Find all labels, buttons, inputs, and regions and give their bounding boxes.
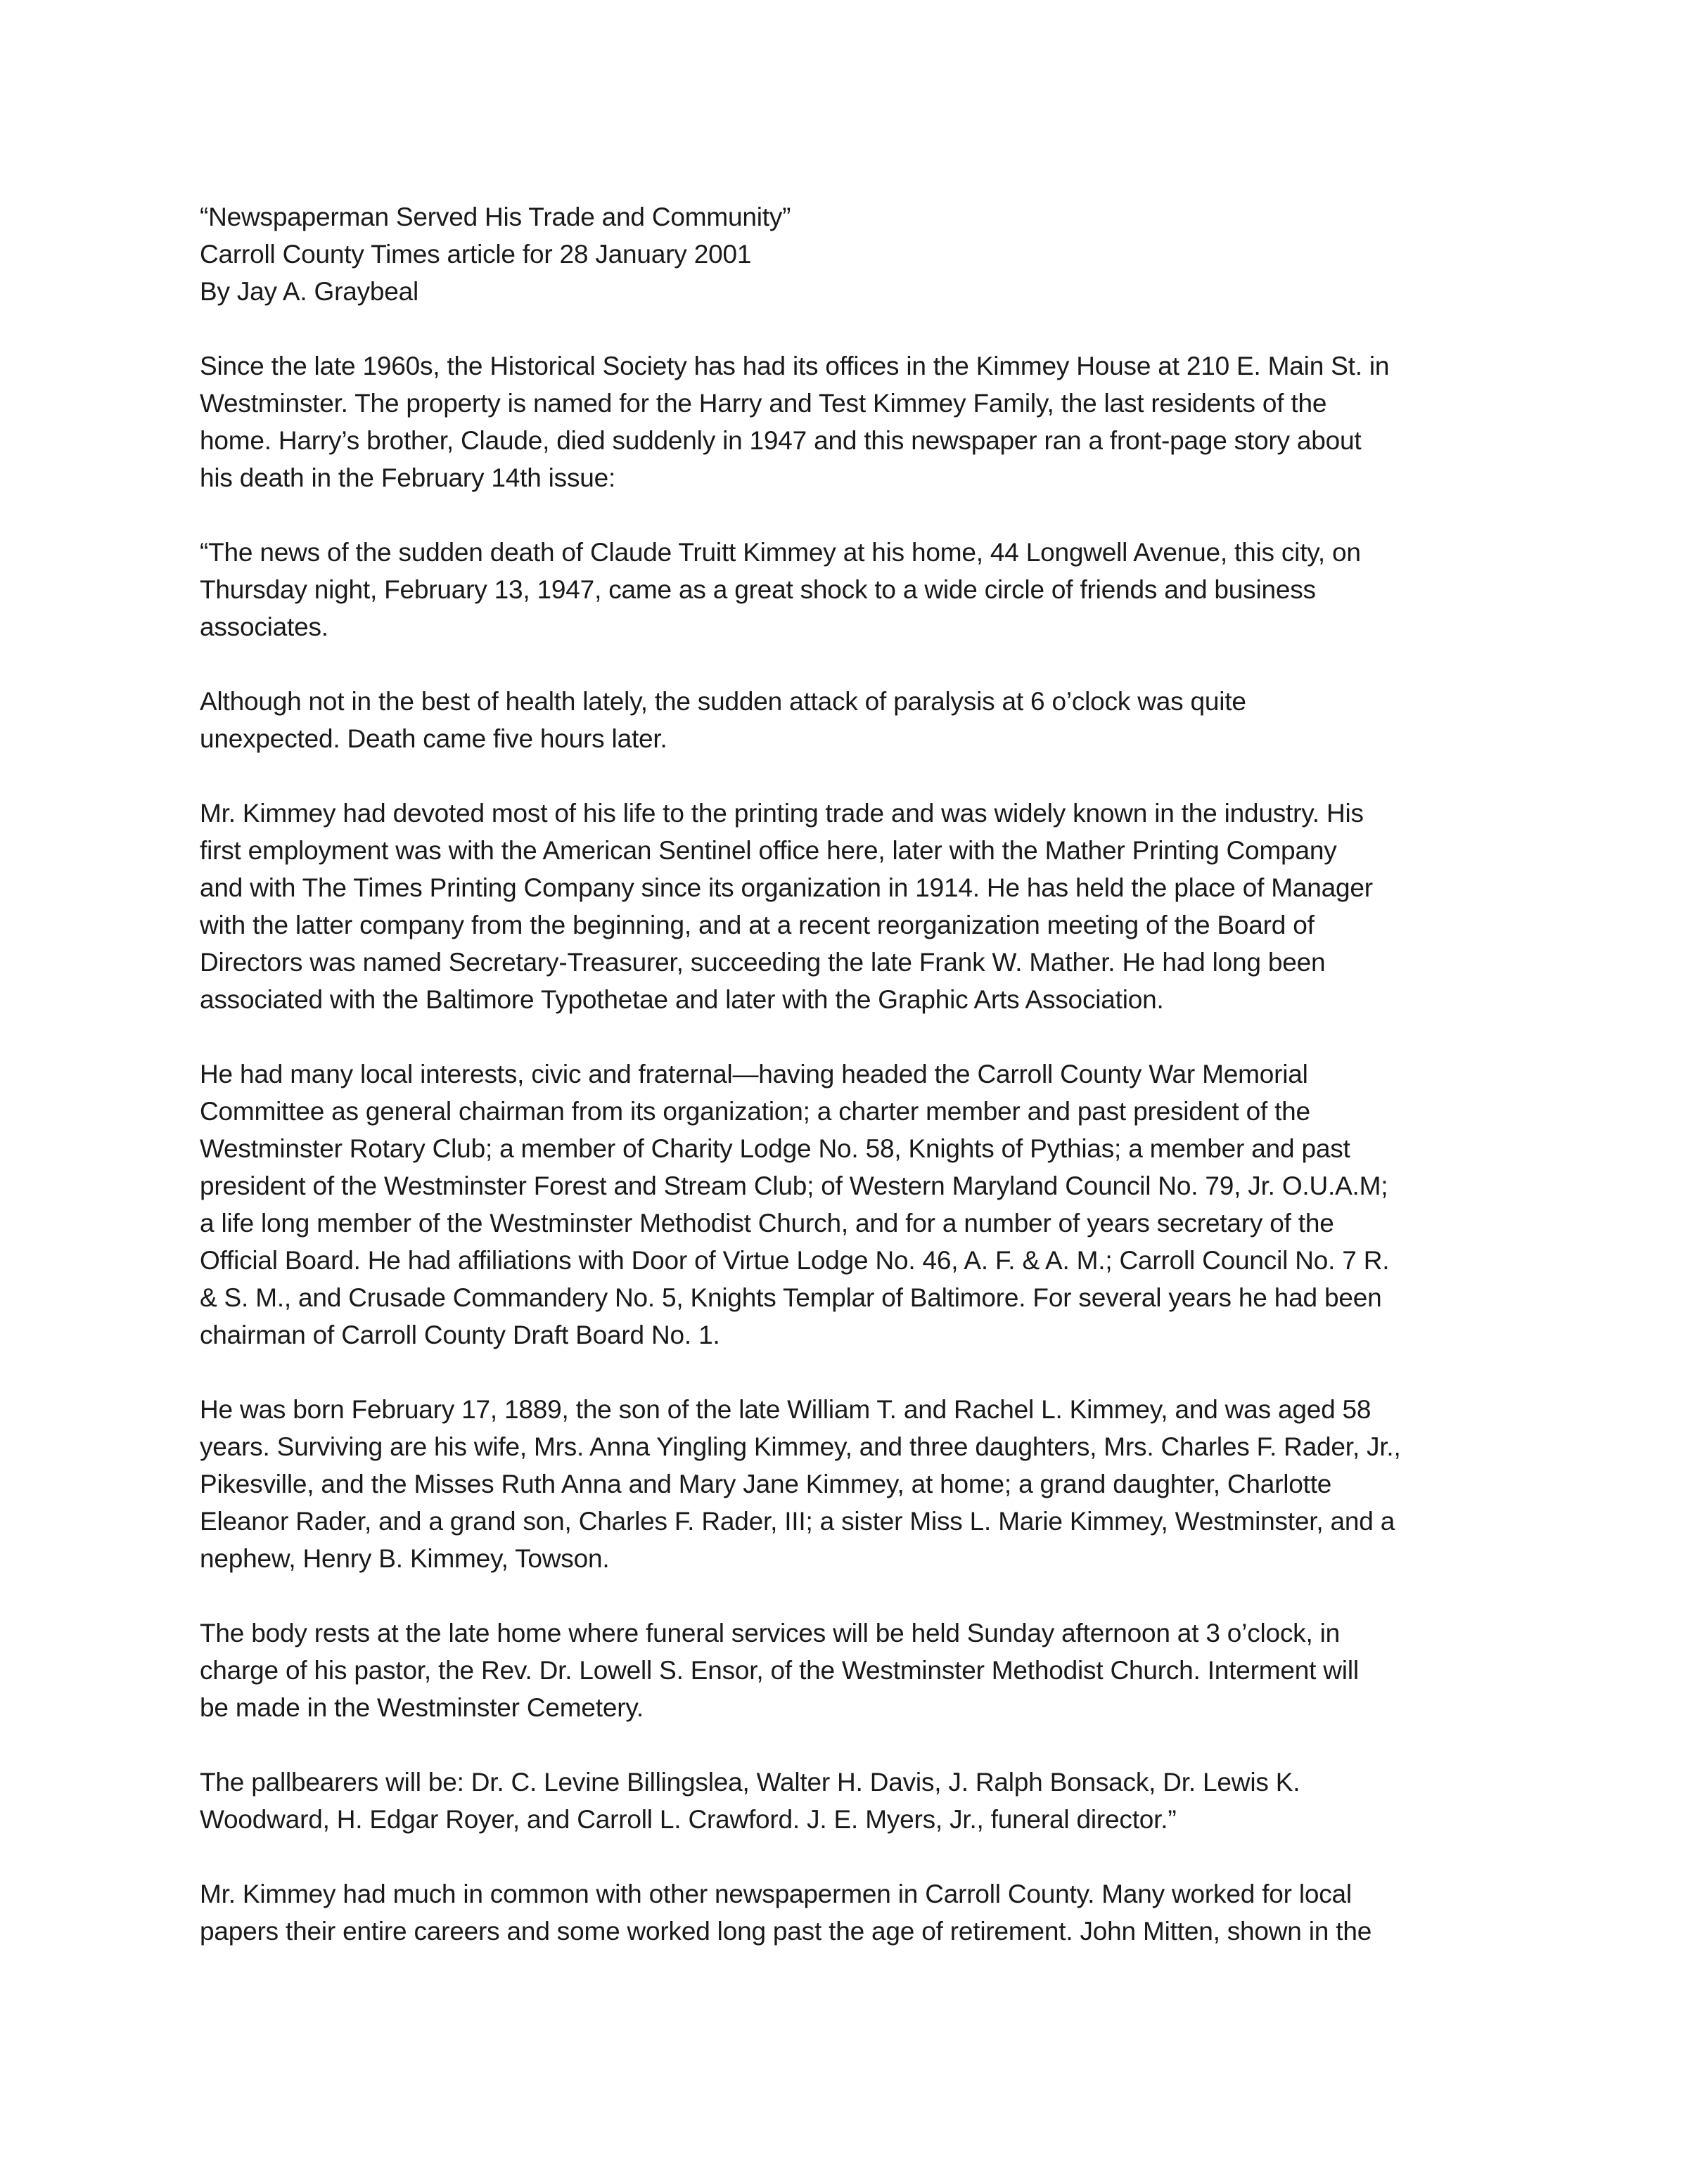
article-byline: By Jay A. Graybeal [200,277,419,306]
paragraph [200,1055,1515,1354]
paragraph [200,1391,1515,1577]
paragraph-line: a life long member of the Westminster Methodist Church, and for a number of years secretary of the [200,1209,1334,1238]
paragraph-line: Although not in the best of health lately, the sudden attack of paralysis at 6 o’clock was quite [200,687,1246,716]
paragraph-line: The pallbearers will be: Dr. C. Levine Billingslea, Walter H. Davis, J. Ralph Bonsack, Dr. Lewis K. [200,1768,1300,1797]
article-title: “Newspaperman Served His Trade and Community” [200,203,791,231]
paragraph-line: associated with the Baltimore Typothetae and later with the Graphic Arts Association. [200,985,1164,1014]
article-body [200,198,1515,1950]
paragraph-line: associates. [200,612,328,641]
article-source: Carroll County Times article for 28 January 2001 [200,240,752,269]
paragraph-line: He was born February 17, 1889, the son of the late William T. and Rachel L. Kimmey, and was aged 58 [200,1395,1372,1424]
paragraph-line: Westminster. The property is named for the Harry and Test Kimmey Family, the last residents of the [200,389,1327,418]
paragraph-line: home. Harry’s brother, Claude, died suddenly in 1947 and this newspaper ran a front-page story about [200,426,1362,455]
paragraph-line: & S. M., and Crusade Commandery No. 5, Knights Templar of Baltimore. For several years he had been [200,1283,1382,1312]
paragraph-line: papers their entire careers and some worked long past the age of retirement. John Mitten, shown in the [200,1917,1372,1946]
paragraph-line: and with The Times Printing Company since its organization in 1914. He has held the place of Manager [200,873,1373,902]
article-paragraphs [200,347,1515,1950]
paragraph [200,795,1515,1018]
paragraph-line: charge of his pastor, the Rev. Dr. Lowell S. Ensor, of the Westminster Methodist Church. Interment will [200,1656,1359,1685]
paragraph-line: Westminster Rotary Club; a member of Charity Lodge No. 58, Knights of Pythias; a member and past [200,1134,1350,1163]
paragraph-line: Directors was named Secretary-Treasurer, succeeding the late Frank W. Mather. He had long been [200,948,1326,977]
paragraph-line: president of the Westminster Forest and Stream Club; of Western Maryland Council No. 79, Jr. O.U.A.M; [200,1171,1388,1200]
paragraph-line: Mr. Kimmey had devoted most of his life to the printing trade and was widely known in the industry. His [200,799,1364,828]
paragraph-line: Eleanor Rader, and a grand son, Charles F. Rader, III; a sister Miss L. Marie Kimmey, Westminster, and a [200,1507,1395,1536]
paragraph-line: The body rests at the late home where funeral services will be held Sunday afternoon at 3 o’clock, in [200,1619,1341,1647]
paragraph-line: Woodward, H. Edgar Royer, and Carroll L. Crawford. J. E. Myers, Jr., funeral director.” [200,1805,1177,1834]
paragraph-line: Official Board. He had affiliations with Door of Virtue Lodge No. 46, A. F. & A. M.; Carroll Council No. 7 R. [200,1246,1390,1275]
paragraph-line: Mr. Kimmey had much in common with other newspapermen in Carroll County. Many worked for local [200,1880,1352,1908]
paragraph-line: Pikesville, and the Misses Ruth Anna and Mary Jane Kimmey, at home; a grand daughter, Charlotte [200,1470,1332,1498]
paragraph-line: be made in the Westminster Cemetery. [200,1693,644,1722]
paragraph [200,1614,1515,1726]
paragraph [200,347,1515,496]
paragraph-line: chairman of Carroll County Draft Board No. 1. [200,1321,720,1349]
paragraph-line: Since the late 1960s, the Historical Society has had its offices in the Kimmey House at 210 E. Main St. in [200,352,1390,380]
paragraph [200,1764,1515,1838]
paragraph-line: first employment was with the American Sentinel office here, later with the Mather Printing Company [200,836,1337,865]
paragraph-line: his death in the February 14th issue: [200,463,616,492]
paragraph-line: “The news of the sudden death of Claude Truitt Kimmey at his home, 44 Longwell Avenue, this city, on [200,538,1361,567]
paragraph [200,534,1515,645]
paragraph-line: nephew, Henry B. Kimmey, Towson. [200,1544,610,1573]
paragraph [200,683,1515,757]
paragraph-line: with the latter company from the beginning, and at a recent reorganization meeting of the Board of [200,911,1315,939]
paragraph-line: Committee as general chairman from its organization; a charter member and past president of the [200,1097,1310,1126]
article-header [200,198,1515,310]
paragraph-line: He had many local interests, civic and fraternal—having headed the Carroll County War Memorial [200,1060,1308,1088]
paragraph-line: years. Surviving are his wife, Mrs. Anna Yingling Kimmey, and three daughters, Mrs. Charles F. Rader, Jr., [200,1432,1401,1461]
paragraph-line: unexpected. Death came five hours later. [200,724,667,753]
paragraph [200,1875,1515,1950]
paragraph-line: Thursday night, February 13, 1947, came as a great shock to a wide circle of friends and business [200,575,1316,604]
